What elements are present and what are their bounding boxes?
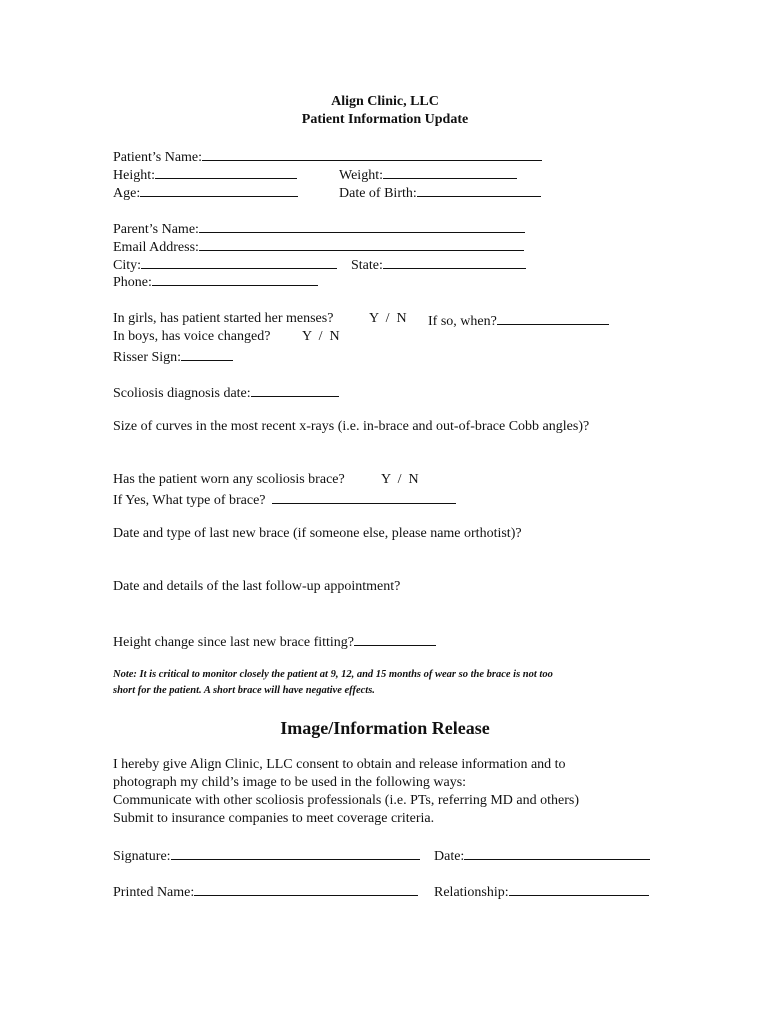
release-line-2: photograph my child’s image to be used in the following ways: [113, 775, 467, 790]
date-field[interactable] [464, 846, 650, 860]
form-title: Patient Information Update [301, 112, 469, 127]
menses-question: In girls, has patient started her menses? [113, 311, 334, 326]
state-row [351, 255, 526, 274]
patient-name-field[interactable] [202, 147, 542, 161]
printed-name-row [113, 882, 418, 901]
diagnosis-date-field[interactable] [251, 383, 339, 397]
followup-question: Date and details of the last follow-up appointment? [113, 579, 401, 594]
diagnosis-date-label: Scoliosis diagnosis date: [113, 386, 251, 401]
last-brace-question: Date and type of last new brace (if someone else, please name orthotist)? [113, 526, 522, 541]
weight-field[interactable] [383, 165, 517, 179]
weight-row [339, 165, 517, 184]
curves-question: Size of curves in the most recent x-rays (i.e. in-brace and out-of-brace Cobb angles)? [113, 419, 590, 434]
release-heading: Image/Information Release [280, 718, 490, 738]
parent-name-field[interactable] [199, 219, 525, 233]
patient-name-label: Patient’s Name: [113, 150, 203, 165]
brace-type-label: If Yes, What type of brace? [113, 493, 266, 508]
brace-type-row [113, 490, 456, 509]
height-change-field[interactable] [354, 632, 436, 646]
dob-label: Date of Birth: [339, 186, 417, 201]
city-label: City: [113, 258, 142, 273]
risser-row [113, 347, 233, 366]
voice-question: In boys, has voice changed? [113, 329, 271, 344]
height-row [113, 165, 297, 184]
state-label: State: [351, 258, 383, 273]
parent-name-label: Parent’s Name: [113, 222, 199, 237]
release-line-3: Communicate with other scoliosis professionals (i.e. PTs, referring MD and others) [113, 793, 579, 808]
height-change-label: Height change since last new brace fitting? [113, 635, 355, 650]
age-row [113, 183, 298, 202]
diagnosis-date-row [113, 383, 339, 402]
date-label: Date: [434, 849, 465, 864]
brace-worn-yes-no[interactable]: Y / N [381, 472, 419, 487]
printed-name-field[interactable] [194, 882, 418, 896]
relationship-label: Relationship: [434, 885, 509, 900]
height-label: Height: [113, 168, 155, 183]
release-line-1: I hereby give Align Clinic, LLC consent to obtain and release information and to [113, 757, 566, 772]
email-field[interactable] [199, 237, 524, 251]
date-row [434, 846, 650, 865]
height-change-row [113, 632, 436, 651]
city-field[interactable] [141, 255, 337, 269]
signature-field[interactable] [171, 846, 420, 860]
age-field[interactable] [140, 183, 298, 197]
menses-when-label: If so, when? [428, 314, 497, 329]
printed-name-label: Printed Name: [113, 885, 195, 900]
weight-label: Weight: [339, 168, 383, 183]
height-field[interactable] [155, 165, 297, 179]
relationship-row [434, 882, 649, 901]
menses-when-field[interactable] [497, 311, 609, 325]
note-line-1: Note: It is critical to monitor closely the patient at 9, 12, and 15 months of wear so the brace is not too [113, 669, 553, 680]
dob-field[interactable] [417, 183, 541, 197]
clinic-name: Align Clinic, LLC [331, 94, 439, 109]
email-row [113, 237, 524, 256]
risser-field[interactable] [181, 347, 233, 361]
brace-type-field[interactable] [272, 490, 456, 504]
menses-when-row [428, 311, 609, 330]
note-line-2: short for the patient. A short brace will have negative effects. [113, 685, 375, 696]
parent-name-row [113, 219, 525, 238]
phone-row [113, 272, 318, 291]
age-label: Age: [113, 186, 141, 201]
phone-field[interactable] [152, 272, 318, 286]
signature-label: Signature: [113, 849, 171, 864]
patient-name-row [113, 147, 542, 166]
voice-yes-no[interactable]: Y / N [302, 329, 340, 344]
signature-row [113, 846, 420, 865]
email-label: Email Address: [113, 240, 199, 255]
brace-worn-question: Has the patient worn any scoliosis brace? [113, 472, 345, 487]
relationship-field[interactable] [509, 882, 649, 896]
menses-yes-no[interactable]: Y / N [369, 311, 407, 326]
risser-label: Risser Sign: [113, 350, 182, 365]
release-line-4: Submit to insurance companies to meet coverage criteria. [113, 811, 435, 826]
state-field[interactable] [383, 255, 526, 269]
dob-row [339, 183, 541, 202]
phone-label: Phone: [113, 275, 152, 290]
